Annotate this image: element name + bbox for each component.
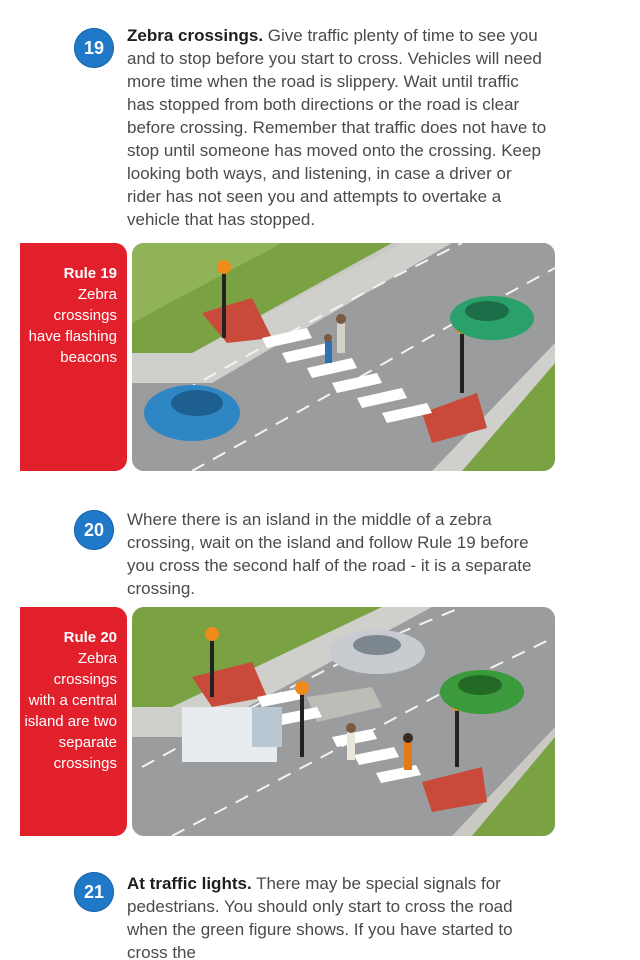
car-icon	[440, 670, 524, 714]
figure-label	[20, 243, 127, 471]
rule-body: There may be special signals for pedestrians. You should only start to cross the road when the green figure shows. If you have started to cross the	[127, 874, 513, 960]
figure-title: Rule 19	[63, 265, 117, 282]
rule-body: Where there is an island in the middle of a zebra crossing, wait on the island and follow Rule 19 before you cross the second half of the road - it is a separate crossing.	[127, 510, 532, 598]
rule-text	[127, 24, 547, 231]
rule-21	[0, 872, 640, 960]
rule-body: Give traffic plenty of time to see you and to stop before you start to cross. Vehicles will need more time when the road is slippery. Wait until traffic has stopped from both directions or the road is clear before crossing. Remember that traffic does not have to stop until someone has moved onto the crossing. Keep looking both ways, and listening, in case a driver or rider has not seen you and attempts to overtake a vehicle that has stopped.	[127, 26, 547, 229]
figure-label	[20, 607, 127, 836]
rule-title: At traffic lights.	[127, 874, 252, 893]
truck-icon	[182, 707, 282, 762]
rule-number-badge: 20	[74, 510, 114, 550]
car-icon	[144, 385, 240, 441]
zebra-crossing-illustration	[132, 243, 555, 471]
rule-20	[0, 508, 640, 598]
figure-title: Rule 20	[63, 629, 117, 646]
rule-text	[127, 508, 547, 600]
rule-19	[0, 24, 640, 229]
beacon-icon	[217, 260, 231, 274]
rule-number-badge: 19	[74, 28, 114, 68]
beacon-icon	[295, 681, 309, 695]
zebra-island-illustration	[132, 607, 555, 836]
rule-number-badge: 21	[74, 872, 114, 912]
rule-title: Zebra crossings.	[127, 26, 264, 45]
rule-text	[127, 872, 547, 960]
figure-caption: Zebra crossings have flashing beacons	[28, 286, 117, 366]
figure-caption: Zebra crossings with a central island are two separate crossings	[24, 650, 117, 772]
car-icon	[450, 296, 534, 340]
beacon-icon	[205, 627, 219, 641]
figure-rule-19	[20, 243, 555, 471]
figure-rule-20	[20, 607, 555, 836]
car-icon	[329, 630, 425, 674]
